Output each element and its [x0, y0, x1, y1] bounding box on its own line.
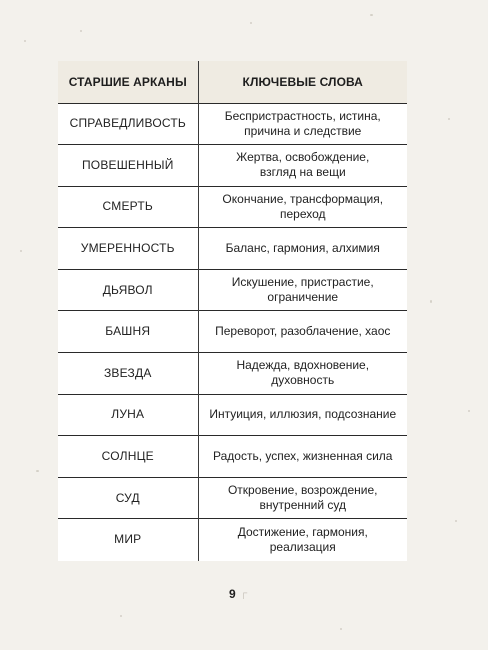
- paper-speckle: [80, 30, 82, 32]
- paper-speckle: [24, 40, 26, 42]
- paper-speckle: [370, 14, 373, 16]
- keywords-cell: [198, 311, 407, 353]
- paper-speckle: [430, 300, 432, 303]
- keywords-cell: [198, 103, 407, 145]
- paper-speckle: [448, 118, 450, 120]
- keywords-cell: [198, 519, 407, 561]
- keywords-cell: [198, 477, 407, 519]
- arcana-name: СОЛНЦЕ: [58, 436, 198, 478]
- arcana-name: СУД: [58, 477, 198, 519]
- column-header-keywords: КЛЮЧЕВЫЕ СЛОВА: [242, 74, 363, 89]
- keywords-cell: [198, 394, 407, 436]
- keywords-line: Переворот, разоблачение, хаос: [215, 324, 391, 339]
- arcana-name: БАШНЯ: [58, 311, 198, 353]
- keywords-line: причина и следствие: [244, 123, 362, 138]
- keywords-line: Искушение, пристрастие,: [231, 275, 374, 290]
- paper-speckle: [120, 615, 122, 617]
- table-row: [58, 228, 407, 270]
- table-body: [58, 103, 407, 561]
- keywords-line: переход: [279, 206, 326, 221]
- keywords-line: духовность: [271, 373, 335, 388]
- keywords-line: Баланс, гармония, алхимия: [225, 241, 380, 256]
- keywords-cell: [198, 436, 407, 478]
- arcana-name: ЗВЕЗДА: [58, 353, 198, 395]
- table-row: [58, 311, 407, 353]
- major-arcana-table-card: [58, 61, 407, 561]
- arcana-name: СМЕРТЬ: [58, 186, 198, 228]
- keywords-line: Жертва, освобождение,: [236, 150, 370, 165]
- table-row: [58, 269, 407, 311]
- table-row: [58, 145, 407, 187]
- keywords-cell: [198, 145, 407, 187]
- keywords-line: реализация: [269, 539, 336, 554]
- paper-speckle: [250, 22, 252, 24]
- keywords-line: Надежда, вдохновение,: [236, 358, 370, 373]
- arcana-name: УМЕРЕННОСТЬ: [58, 228, 198, 270]
- table-row: [58, 519, 407, 561]
- keywords-cell: [198, 186, 407, 228]
- arcana-name: ЛУНА: [58, 394, 198, 436]
- paper-speckle: [468, 410, 470, 412]
- page-corner-mark: ┌: [240, 588, 248, 599]
- arcana-name: МИР: [58, 519, 198, 561]
- table-row: [58, 103, 407, 145]
- keywords-line: Интуиция, иллюзия, подсознание: [209, 407, 397, 422]
- arcana-name: ПОВЕШЕННЫЙ: [58, 145, 198, 187]
- keywords-line: Радость, успех, жизненная сила: [213, 449, 393, 464]
- keywords-line: ограничение: [267, 290, 339, 305]
- keywords-line: Откровение, возрождение,: [227, 483, 378, 498]
- arcana-name: СПРАВЕДЛИВОСТЬ: [58, 103, 198, 145]
- keywords-line: Достижение, гармония,: [237, 524, 368, 539]
- page-number: 9: [229, 587, 236, 601]
- table-header: [58, 61, 407, 103]
- keywords-line: взгляд на вещи: [259, 165, 346, 180]
- table-row: [58, 477, 407, 519]
- keywords-cell: [198, 353, 407, 395]
- arcana-name: ДЬЯВОЛ: [58, 269, 198, 311]
- keywords-cell: [198, 269, 407, 311]
- table-row: [58, 186, 407, 228]
- table-row: [58, 394, 407, 436]
- table-row: [58, 353, 407, 395]
- major-arcana-table: [58, 61, 407, 561]
- paper-speckle: [20, 250, 22, 252]
- paper-speckle: [36, 470, 39, 472]
- table-row: [58, 436, 407, 478]
- paper-speckle: [340, 628, 342, 630]
- column-header-arcana: СТАРШИЕ АРКАНЫ: [58, 61, 198, 103]
- keywords-line: внутренний суд: [259, 498, 346, 513]
- paper-speckle: [455, 520, 457, 522]
- keywords-line: Беспристрастность, истина,: [224, 108, 381, 123]
- keywords-cell: [198, 228, 407, 270]
- table-header-row: [58, 61, 407, 103]
- keywords-line: Окончание, трансформация,: [222, 191, 384, 206]
